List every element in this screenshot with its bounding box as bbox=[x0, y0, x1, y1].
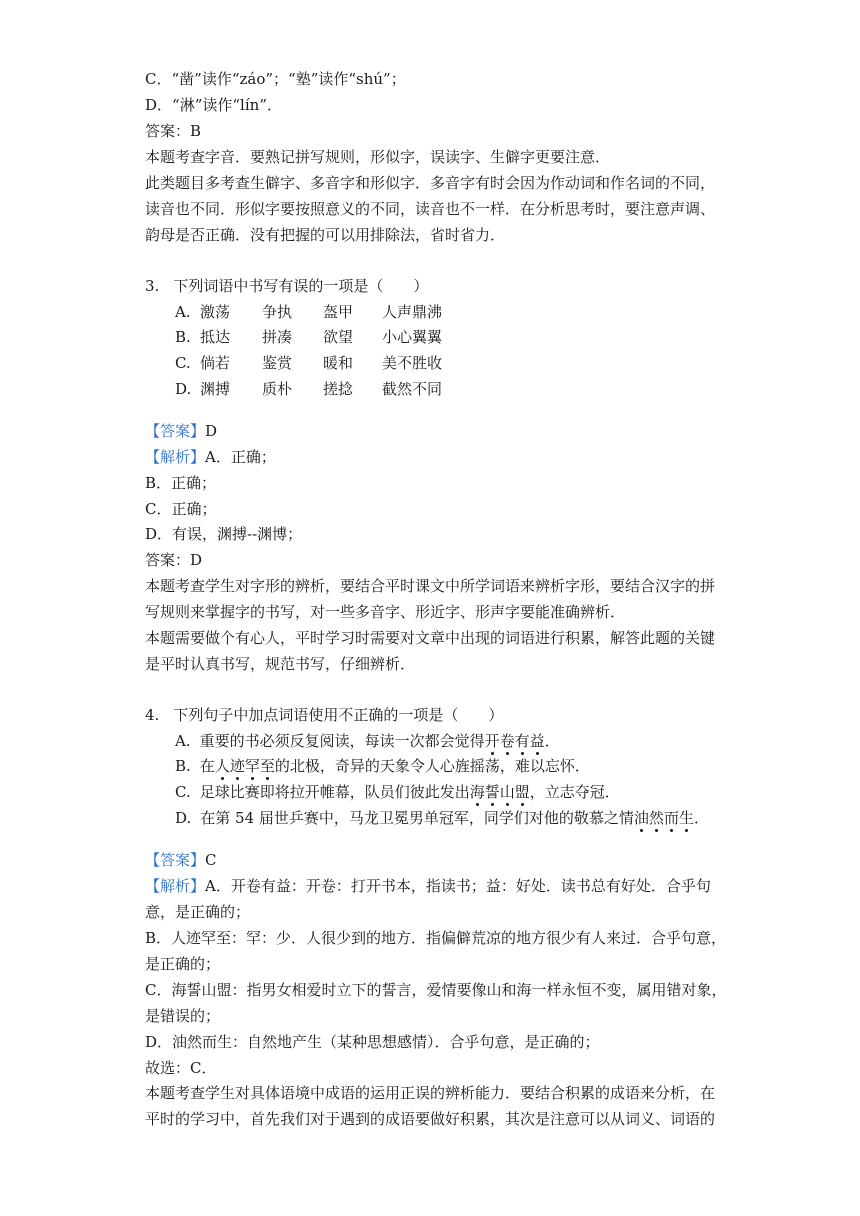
q4-option-text: 在第 54 届世乒赛中，马龙卫冕男单冠军，同学们对他的敬慕之情 bbox=[200, 809, 634, 827]
q4-analysis-line bbox=[145, 877, 711, 895]
q4-option-letter: A. bbox=[175, 732, 191, 750]
emphasis-char: 然 bbox=[648, 809, 664, 827]
q3-option-word: 美不胜收 bbox=[382, 354, 443, 372]
q3-analysis-line bbox=[145, 448, 276, 466]
q4-analysis-text: 故选：C． bbox=[145, 1059, 217, 1077]
emphasis-char: 盟 bbox=[514, 783, 530, 801]
q4-option-text: 的北极，奇异的天象令人心旌摇荡，难以忘怀． bbox=[274, 757, 590, 775]
q3-option-word: 人声鼎沸 bbox=[382, 303, 443, 321]
q3-analysis-text: 本题需要做个有心人，平时学习时需要对文章中出现的词语进行积累，解答此题的关键 bbox=[145, 629, 716, 647]
emphasis-char: 誓 bbox=[484, 783, 500, 801]
q4-analysis-text: 是正确的； bbox=[145, 955, 221, 973]
emphasis-char: 油 bbox=[633, 809, 649, 827]
q3-option-word: 搓捻 bbox=[323, 380, 354, 398]
q3-answer-line bbox=[145, 422, 217, 440]
emphasis-char: 益 bbox=[529, 732, 545, 750]
q4-option-letter: B. bbox=[175, 757, 191, 775]
q3-stem-line bbox=[145, 277, 428, 295]
emphasis-char: 生 bbox=[678, 809, 694, 827]
top-line-1: C．“凿”读作“záo”；“塾”读作“shú”； bbox=[145, 70, 406, 88]
q4-option-letter: C. bbox=[175, 783, 191, 801]
q4-stem: 下列句子中加点词语使用不正确的一项是（ ） bbox=[173, 706, 504, 724]
q3-analysis-first: A．正确； bbox=[205, 448, 276, 466]
top-line-6: 读音也不同．形似字要按照意义的不同，读音也不一样．在分析思考时，要注意声调、 bbox=[145, 200, 716, 218]
q3-option-word: 争执 bbox=[262, 303, 293, 321]
emphasis-char: 迹 bbox=[229, 757, 245, 775]
q3-analysis-text: 写规则来掌握字的书写，对一些多音字、形近字、形声字要能准确辨析． bbox=[145, 603, 626, 621]
q4-option-text: 在 bbox=[199, 757, 215, 775]
top-line-2: D．“淋”读作“lín”． bbox=[145, 96, 282, 114]
q4-answer: C bbox=[205, 851, 217, 869]
q4-dotted-phrase bbox=[634, 809, 694, 827]
q3-option-word: 鉴赏 bbox=[262, 354, 293, 372]
q3-answer: D bbox=[205, 422, 218, 440]
q4-option-text: ． bbox=[693, 809, 709, 827]
q3-option-word: 渊搏 bbox=[200, 380, 231, 398]
q4-option-text: 足球比赛即将拉开帷幕，队员们彼此发出 bbox=[199, 783, 470, 801]
q4-analysis-text: C．海誓山盟：指男女相爱时立下的誓言，爱情要像山和海一样永恒不变，属用错对象， bbox=[145, 981, 727, 999]
q3-analysis-text: 本题考查学生对字形的辨析，要结合平时课文中所学词语来辨析字形，要结合汉字的拼 bbox=[145, 577, 716, 595]
emphasis-char: 海 bbox=[469, 783, 485, 801]
q4-analysis-first: A．开卷有益：开卷：打开书本，指读书；益：好处．读书总有好处．合乎句 bbox=[205, 877, 711, 895]
emphasis-char: 卷 bbox=[499, 732, 515, 750]
q3-number: 3. bbox=[145, 277, 160, 295]
emphasis-char: 人 bbox=[214, 757, 230, 775]
analysis-tag: 【解析】 bbox=[145, 448, 206, 466]
q4-analysis-text: B．人迹罕至：罕：少．人很少到的地方．指偏僻荒凉的地方很少有人来过．合乎句意， bbox=[145, 929, 727, 947]
q3-analysis-text: 答案：D bbox=[145, 551, 203, 569]
emphasis-char: 罕 bbox=[244, 757, 260, 775]
q4-option-a bbox=[175, 732, 560, 750]
q3-option-word: 盔甲 bbox=[323, 303, 354, 321]
q4-dotted-phrase bbox=[470, 783, 530, 801]
q3-analysis-text: 是平时认真书写，规范书写，仔细辨析． bbox=[145, 655, 416, 673]
q4-analysis-text: 平时的学习中，首先我们对于遇到的成语要做好积累，其次是注意可以从词义、词语的 bbox=[145, 1110, 716, 1128]
emphasis-char: 至 bbox=[259, 757, 275, 775]
q3-option-letter: D. bbox=[175, 380, 192, 398]
q3-analysis-text: B．正确； bbox=[145, 474, 217, 492]
q3-option-letter: A. bbox=[175, 303, 191, 321]
q4-number: 4. bbox=[145, 706, 160, 724]
top-line-7: 韵母是否正确．没有把握的可以用排除法，省时省力． bbox=[145, 226, 506, 244]
q3-option-word: 欲望 bbox=[323, 328, 354, 346]
q4-option-d bbox=[175, 809, 709, 827]
q4-option-c bbox=[175, 783, 620, 801]
q3-stem: 下列词语中书写有误的一项是（ ） bbox=[173, 277, 429, 295]
answer-tag: 【答案】 bbox=[145, 422, 206, 440]
q4-analysis-text: 本题考查学生对具体语境中成语的运用正误的辨析能力．要结合积累的成语来分析，在 bbox=[145, 1084, 716, 1102]
answer-tag: 【答案】 bbox=[145, 851, 206, 869]
top-line-3: 答案：B bbox=[145, 122, 202, 140]
q4-answer-line bbox=[145, 851, 217, 869]
q4-option-text: 重要的书必须反复阅读，每读一次都会觉得 bbox=[199, 732, 485, 750]
q3-option-word: 小心翼翼 bbox=[382, 328, 443, 346]
q4-dotted-phrase bbox=[485, 732, 545, 750]
q3-analysis-text: C．正确； bbox=[145, 500, 217, 518]
q3-option-word: 质朴 bbox=[262, 380, 293, 398]
emphasis-char: 山 bbox=[499, 783, 515, 801]
q3-option-word: 暖和 bbox=[323, 354, 354, 372]
q4-option-text: ，立志夺冠． bbox=[529, 783, 620, 801]
q3-option-word: 截然不同 bbox=[382, 380, 443, 398]
q3-option-word: 拼凑 bbox=[262, 328, 293, 346]
q4-dotted-phrase bbox=[215, 757, 275, 775]
emphasis-char: 有 bbox=[514, 732, 530, 750]
q3-analysis-text: D．有误，渊搏--渊博； bbox=[145, 525, 303, 543]
q4-analysis-text: D．油然而生：自然地产生（某种思想感情）．合乎句意，是正确的； bbox=[145, 1033, 600, 1051]
analysis-tag: 【解析】 bbox=[145, 877, 206, 895]
top-line-4: 本题考查字音．要熟记拼写规则，形似字，误读字、生僻字更要注意． bbox=[145, 148, 611, 166]
q3-option-word: 倘若 bbox=[200, 354, 231, 372]
emphasis-char: 而 bbox=[663, 809, 679, 827]
q3-option-letter: C. bbox=[175, 354, 191, 372]
emphasis-char: 开 bbox=[484, 732, 500, 750]
q4-option-letter: D. bbox=[175, 809, 192, 827]
q3-option-word: 抵达 bbox=[200, 328, 231, 346]
q3-option-letter: B. bbox=[175, 328, 191, 346]
q4-option-b bbox=[175, 757, 590, 775]
q3-option-word: 激荡 bbox=[200, 303, 231, 321]
q4-analysis-text: 是错误的； bbox=[145, 1007, 221, 1025]
top-line-5: 此类题目多考查生僻字、多音字和形似字．多音字有时会因为作动词和作名词的不同， bbox=[145, 174, 716, 192]
q4-stem-line bbox=[145, 706, 503, 724]
q4-option-text: ． bbox=[544, 732, 560, 750]
q4-analysis-text: 意，是正确的； bbox=[145, 903, 251, 921]
